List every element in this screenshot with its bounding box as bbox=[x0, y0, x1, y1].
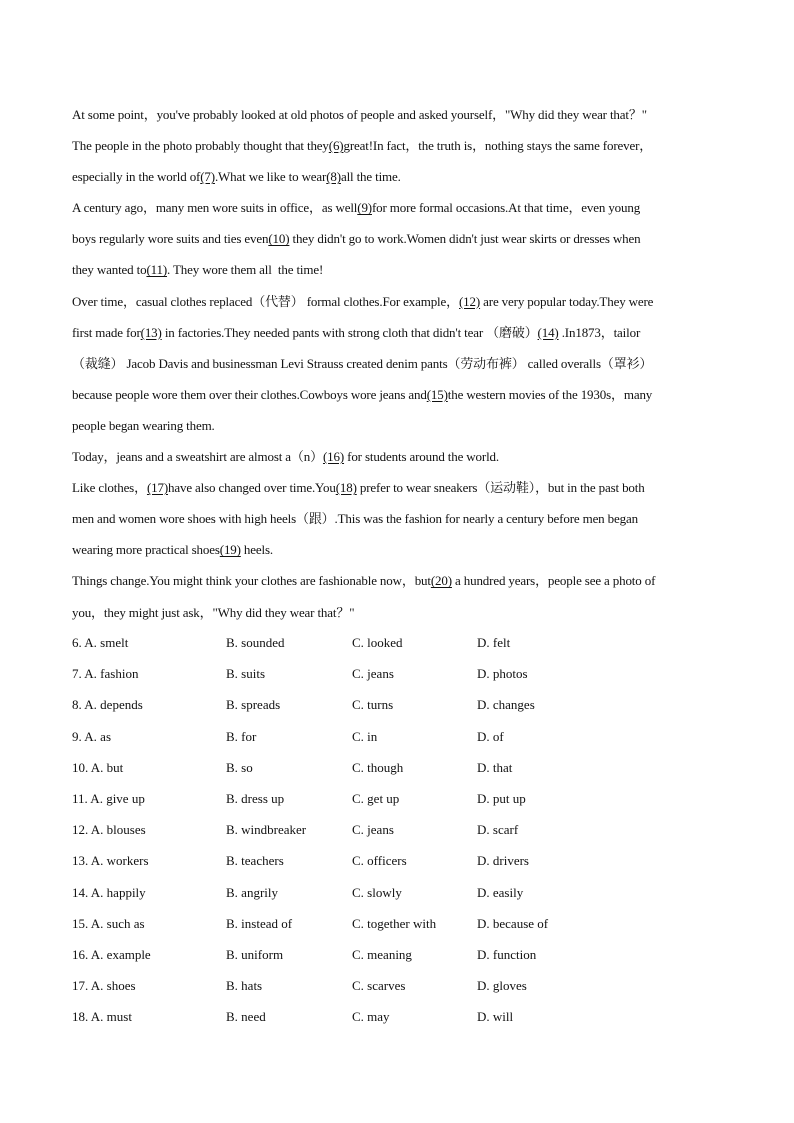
passage-text: .What we like to wear bbox=[214, 169, 327, 185]
option-c: C. meaning bbox=[352, 946, 412, 962]
passage-text: for more formal occasions.At that time，even young bbox=[371, 200, 641, 216]
passage bbox=[72, 99, 732, 628]
question-row bbox=[72, 627, 732, 658]
passage-line bbox=[72, 130, 732, 161]
option-d: D. of bbox=[477, 728, 504, 744]
passage-text: have also changed over time.You bbox=[168, 480, 336, 496]
passage-text: prefer to wear sneakers（运动鞋），but in the past both bbox=[356, 480, 645, 496]
passage-line bbox=[72, 254, 732, 285]
blank-number: (13) bbox=[140, 324, 162, 340]
blank-number: (11) bbox=[146, 262, 168, 278]
blank-number: (7) bbox=[200, 169, 215, 185]
passage-line bbox=[72, 472, 732, 503]
question-row bbox=[72, 689, 732, 720]
passage-text: wearing more practical shoes bbox=[72, 542, 220, 558]
question-number-option-a: 6. A. smelt bbox=[72, 635, 129, 650]
blank-number: (14) bbox=[537, 324, 559, 340]
passage-text: first made for bbox=[72, 324, 141, 340]
blank-number: (8) bbox=[326, 169, 341, 185]
passage-line bbox=[72, 379, 732, 410]
blank-number: (17) bbox=[146, 480, 169, 496]
question-number-option-a: 10. A. but bbox=[72, 759, 124, 775]
option-c: C. looked bbox=[352, 635, 403, 650]
passage-text: .In1873，tailor bbox=[558, 324, 641, 340]
passage-text: Things change.You might think your clothes are fashionable now，but bbox=[72, 573, 431, 589]
passage-line bbox=[72, 503, 732, 534]
question-row bbox=[72, 939, 732, 970]
passage-text: are very popular today.They were bbox=[480, 293, 654, 309]
passage-text: （裁缝） Jacob Davis and businessman Levi Strauss created denim pants（劳动布裤） called overalls（罩衫） bbox=[72, 355, 653, 371]
question-row bbox=[72, 1001, 732, 1032]
passage-line bbox=[72, 410, 732, 441]
option-c: C. though bbox=[352, 759, 404, 775]
option-c: C. together with bbox=[352, 915, 437, 931]
option-b: B. for bbox=[226, 728, 257, 744]
option-b: B. suits bbox=[226, 666, 266, 682]
option-c: C. slowly bbox=[352, 884, 402, 900]
question-number-option-a: 16. A. example bbox=[72, 946, 151, 962]
option-b: B. uniform bbox=[226, 946, 284, 962]
option-d: D. scarf bbox=[477, 822, 519, 838]
passage-text: because people wore them over their clothes.Cowboys wore jeans and bbox=[72, 386, 427, 402]
passage-line bbox=[72, 317, 732, 348]
question-number-option-a: 13. A. workers bbox=[72, 853, 149, 869]
option-d: D. easily bbox=[477, 884, 524, 900]
passage-text: they didn't go to work.Women didn't just wear skirts or dresses when bbox=[289, 231, 641, 247]
passage-line bbox=[72, 534, 732, 565]
question-number-option-a: 15. A. such as bbox=[72, 915, 145, 931]
question-number-option-a: 7. A. fashion bbox=[72, 666, 139, 682]
passage-line bbox=[72, 441, 732, 472]
passage-line bbox=[72, 597, 732, 628]
question-options bbox=[72, 627, 732, 1032]
option-d: D. put up bbox=[477, 790, 526, 806]
question-row bbox=[72, 814, 732, 845]
passage-text: Like clothes， bbox=[72, 480, 147, 496]
blank-number: (18) bbox=[335, 480, 357, 496]
question-number-option-a: 18. A. must bbox=[72, 1009, 132, 1025]
passage-text: great!In fact，the truth is，nothing stays the same forever， bbox=[343, 138, 653, 154]
question-row bbox=[72, 970, 732, 1001]
question-row bbox=[72, 908, 732, 939]
option-c: C. turns bbox=[352, 697, 394, 713]
passage-line bbox=[72, 286, 732, 317]
passage-text: they wanted to bbox=[72, 262, 147, 278]
option-b: B. spreads bbox=[226, 697, 281, 713]
blank-number: (12) bbox=[459, 293, 481, 309]
question-row bbox=[72, 877, 732, 908]
passage-text: men and women wore shoes with high heels（跟）.This was the fashion for nearly a century before men began bbox=[72, 511, 638, 527]
passage-text: A century ago，many men wore suits in office，as well bbox=[72, 200, 358, 216]
option-b: B. teachers bbox=[226, 853, 284, 869]
option-b: B. hats bbox=[226, 978, 263, 994]
question-row bbox=[72, 783, 732, 814]
option-c: C. get up bbox=[352, 790, 400, 806]
option-c: C. in bbox=[352, 728, 378, 744]
option-b: B. instead of bbox=[226, 915, 293, 931]
option-d: D. because of bbox=[477, 915, 549, 931]
passage-text: all the time. bbox=[340, 169, 401, 185]
passage-line bbox=[72, 348, 732, 379]
option-b: B. angrily bbox=[226, 884, 278, 900]
question-number-option-a: 11. A. give up bbox=[72, 790, 145, 806]
passage-text: you，they might just ask，"Why did they wear that？" bbox=[72, 604, 355, 620]
option-b: B. windbreaker bbox=[226, 822, 307, 838]
passage-line bbox=[72, 223, 732, 254]
blank-number: (20) bbox=[430, 573, 452, 589]
blank-number: (10) bbox=[268, 231, 290, 247]
passage-text: Today，jeans and a sweatshirt are almost a（n） bbox=[72, 449, 323, 465]
option-d: D. that bbox=[477, 759, 513, 775]
question-row bbox=[72, 658, 732, 689]
option-d: D. will bbox=[477, 1009, 514, 1025]
passage-text: heels. bbox=[240, 542, 273, 558]
option-d: D. gloves bbox=[477, 978, 527, 994]
option-c: C. scarves bbox=[352, 978, 406, 994]
passage-text: a hundred years，people see a photo of bbox=[451, 573, 656, 589]
option-c: C. jeans bbox=[352, 822, 394, 838]
question-number-option-a: 12. A. blouses bbox=[72, 822, 146, 838]
option-d: D. felt bbox=[477, 635, 511, 650]
question-number-option-a: 14. A. happily bbox=[72, 884, 146, 900]
passage-text: for students around the world. bbox=[344, 449, 499, 465]
passage-text: especially in the world of bbox=[72, 169, 201, 185]
blank-number: (6) bbox=[328, 138, 344, 154]
option-d: D. changes bbox=[477, 697, 535, 713]
passage-text: . They wore them all the time! bbox=[167, 262, 324, 278]
passage-line bbox=[72, 192, 732, 223]
blank-number: (9) bbox=[357, 200, 372, 216]
option-c: C. jeans bbox=[352, 666, 394, 682]
passage-text: boys regularly wore suits and ties even bbox=[72, 231, 269, 247]
option-b: B. dress up bbox=[226, 790, 285, 806]
option-b: B. need bbox=[226, 1009, 266, 1025]
passage-text: At some point，you've probably looked at old photos of people and asked yourself，"Why did they wear that？" bbox=[72, 107, 647, 122]
option-d: D. function bbox=[477, 946, 537, 962]
question-row bbox=[72, 845, 732, 876]
question-number-option-a: 9. A. as bbox=[72, 728, 111, 744]
passage-text: people began wearing them. bbox=[72, 417, 215, 433]
passage-line bbox=[72, 161, 732, 192]
option-c: C. officers bbox=[352, 853, 407, 869]
question-row bbox=[72, 752, 732, 783]
passage-text: the western movies of the 1930s，many bbox=[447, 386, 653, 402]
option-b: B. so bbox=[226, 759, 253, 775]
option-c: C. may bbox=[352, 1009, 390, 1025]
blank-number: (15) bbox=[426, 386, 448, 402]
option-b: B. sounded bbox=[226, 635, 285, 650]
question-number-option-a: 8. A. depends bbox=[72, 697, 143, 713]
blank-number: (16) bbox=[322, 449, 345, 465]
option-d: D. drivers bbox=[477, 853, 529, 869]
passage-line bbox=[72, 99, 732, 130]
passage-line bbox=[72, 565, 732, 596]
blank-number: (19) bbox=[219, 542, 241, 558]
question-number-option-a: 17. A. shoes bbox=[72, 978, 136, 994]
question-row bbox=[72, 721, 732, 752]
option-d: D. photos bbox=[477, 666, 528, 682]
passage-text: Over time，casual clothes replaced（代替） formal clothes.For example， bbox=[72, 293, 459, 309]
passage-text: The people in the photo probably thought that they bbox=[72, 138, 329, 154]
passage-text: in factories.They needed pants with strong cloth that didn't tear （磨破） bbox=[161, 324, 538, 340]
